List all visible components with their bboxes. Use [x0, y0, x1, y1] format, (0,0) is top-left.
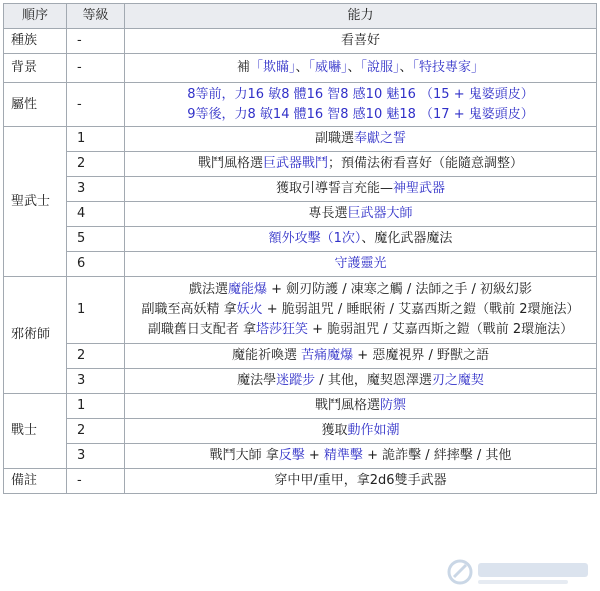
ability-text: 副職至高妖精 拿: [141, 302, 237, 317]
ability-link[interactable]: 精準擊: [323, 448, 363, 463]
level-cell: -: [67, 29, 125, 54]
ability-cell: [125, 127, 597, 152]
ability-line: [129, 320, 592, 340]
level-cell: 2: [67, 344, 125, 369]
table-row: [4, 252, 597, 277]
ability-cell: [125, 29, 597, 54]
ability-link[interactable]: 巨武器大師: [347, 206, 413, 221]
ability-cell: [125, 394, 597, 419]
level-cell: 3: [67, 369, 125, 394]
ability-text: 、: [399, 60, 413, 75]
ability-link[interactable]: 防禦: [380, 398, 407, 413]
level-cell: -: [67, 54, 125, 83]
seq-cell: 背景: [4, 54, 67, 83]
level-cell: 2: [67, 419, 125, 444]
ability-line: [129, 371, 592, 391]
ability-link[interactable]: 塔莎狂笑: [255, 322, 308, 337]
ability-cell: [125, 177, 597, 202]
ability-text: 戰鬥大師 拿: [209, 448, 279, 463]
header-ability: 能力: [125, 4, 597, 29]
ability-link[interactable]: 魔能爆: [227, 282, 267, 297]
table-body: [4, 29, 597, 494]
level-cell: 6: [67, 252, 125, 277]
ability-text: / 其他，魔契恩澤選: [315, 373, 432, 388]
table-row: [4, 83, 597, 127]
ability-link[interactable]: 迷蹤步: [276, 373, 316, 388]
ability-cell: [125, 227, 597, 252]
ability-link[interactable]: 刃之魔契: [431, 373, 484, 388]
table-row: [4, 369, 597, 394]
ability-line: [129, 229, 592, 249]
header-seq: 順序: [4, 4, 67, 29]
header-level: 等級: [67, 4, 125, 29]
ability-line: [129, 421, 592, 441]
ability-text: 獲取引導誓言充能—: [275, 181, 393, 196]
table-row: [4, 177, 597, 202]
ability-text: 戰鬥風格選: [314, 398, 380, 413]
ability-link[interactable]: 反擊: [278, 448, 305, 463]
ability-line: [129, 204, 592, 224]
table-row: [4, 152, 597, 177]
table-row: [4, 344, 597, 369]
ability-link[interactable]: 9等後，力8 敏14 體16 智8 感10 魅18 （17 + 鬼婆頭皮）: [187, 106, 534, 122]
ability-line: [129, 396, 592, 416]
ability-line: [129, 471, 592, 491]
ability-cell: [125, 277, 597, 344]
level-cell: 1: [67, 127, 125, 152]
level-cell: 3: [67, 444, 125, 469]
level-cell: 1: [67, 277, 125, 344]
ability-link[interactable]: 妖火: [236, 302, 263, 317]
ability-text: 魔能祈喚選: [232, 348, 302, 363]
ability-text: 獲取: [321, 423, 348, 438]
level-cell: 2: [67, 152, 125, 177]
ability-line: [129, 300, 592, 320]
ability-line: [129, 446, 592, 466]
ability-line: [129, 85, 592, 105]
table-row: [4, 29, 597, 54]
seq-cell: 聖武士: [4, 127, 67, 277]
ability-cell: [125, 202, 597, 227]
ability-text: 戲法選: [188, 282, 228, 297]
ability-text: 戰鬥風格選: [197, 156, 263, 171]
table-row: [4, 444, 597, 469]
ability-cell: [125, 419, 597, 444]
ability-line: [129, 254, 592, 274]
ability-text: + 詭詐擊 / 絆摔擊 / 其他: [362, 448, 512, 463]
table-row: [4, 394, 597, 419]
ability-text: + 劍刃防護 / 凍寒之觸 / 法師之手 / 初級幻影: [266, 282, 533, 297]
level-cell: 4: [67, 202, 125, 227]
table-row: [4, 54, 597, 83]
ability-cell: [125, 152, 597, 177]
level-cell: 3: [67, 177, 125, 202]
ability-link[interactable]: 額外攻擊（1次）: [268, 231, 362, 246]
seq-cell: 種族: [4, 29, 67, 54]
ability-text: ；預備法術看喜好（能隨意調整）: [328, 156, 524, 171]
ability-text: 、: [347, 60, 361, 75]
ability-link[interactable]: 守護靈光: [334, 256, 387, 271]
level-cell: -: [67, 83, 125, 127]
ability-text: + 脆弱詛咒 / 睡眠術 / 艾嘉西斯之鎧（戰前 2環施法）: [262, 302, 580, 317]
site-watermark: [446, 555, 596, 589]
ability-line: [129, 154, 592, 174]
ability-line: [129, 346, 592, 366]
ability-line: [129, 280, 592, 300]
ability-text: 副職舊日支配者 拿: [147, 322, 256, 337]
ability-link[interactable]: 巨武器戰鬥: [262, 156, 328, 171]
ability-text: 專長選: [308, 206, 348, 221]
header-row: [4, 4, 597, 29]
ability-text: + 脆弱詛咒 / 艾嘉西斯之鎧（戰前 2環施法）: [307, 322, 574, 337]
ability-link[interactable]: 「說服」: [360, 60, 400, 75]
level-cell: 1: [67, 394, 125, 419]
ability-cell: [125, 252, 597, 277]
ability-text: 看喜好: [340, 33, 380, 48]
ability-link[interactable]: 「威嚇」: [308, 60, 348, 75]
ability-text: 穿中甲/重甲，拿2d6雙手武器: [274, 473, 447, 488]
table-row: [4, 469, 597, 494]
ability-text: 副職選: [314, 131, 354, 146]
ability-cell: [125, 83, 597, 127]
ability-line: [129, 58, 592, 78]
ability-link[interactable]: 奉獻之誓: [354, 131, 407, 146]
table-row: [4, 127, 597, 152]
ability-line: [129, 179, 592, 199]
ability-line: [129, 105, 592, 125]
ability-text: 補: [236, 60, 250, 75]
table-row: [4, 419, 597, 444]
table-row: [4, 202, 597, 227]
level-cell: 5: [67, 227, 125, 252]
ability-cell: [125, 54, 597, 83]
ability-text: 、魔化武器魔法: [361, 231, 453, 246]
ability-link[interactable]: 動作如潮: [347, 423, 400, 438]
ability-line: [129, 31, 592, 51]
seq-cell: 屬性: [4, 83, 67, 127]
ability-text: 、: [295, 60, 309, 75]
ability-text: +: [304, 448, 324, 463]
level-cell: -: [67, 469, 125, 494]
ability-text: + 惡魔視界 / 野獸之語: [353, 348, 489, 363]
ability-link[interactable]: 8等前，力16 敏8 體16 智8 感10 魅16 （15 + 鬼婆頭皮）: [187, 86, 534, 102]
ability-cell: [125, 469, 597, 494]
seq-cell: 邪術師: [4, 277, 67, 394]
ability-cell: [125, 444, 597, 469]
ability-link[interactable]: 「特技專家」: [412, 60, 485, 75]
ability-cell: [125, 344, 597, 369]
ability-link[interactable]: 神聖武器: [393, 181, 446, 196]
ability-line: [129, 129, 592, 149]
table-row: [4, 277, 597, 344]
ability-text: 魔法學: [237, 373, 277, 388]
build-table: [3, 3, 597, 494]
ability-link[interactable]: 「欺瞞」: [249, 60, 296, 75]
table-row: [4, 227, 597, 252]
seq-cell: 備註: [4, 469, 67, 494]
ability-link[interactable]: 苦痛魔爆: [301, 348, 354, 363]
seq-cell: 戰士: [4, 394, 67, 469]
ability-cell: [125, 369, 597, 394]
